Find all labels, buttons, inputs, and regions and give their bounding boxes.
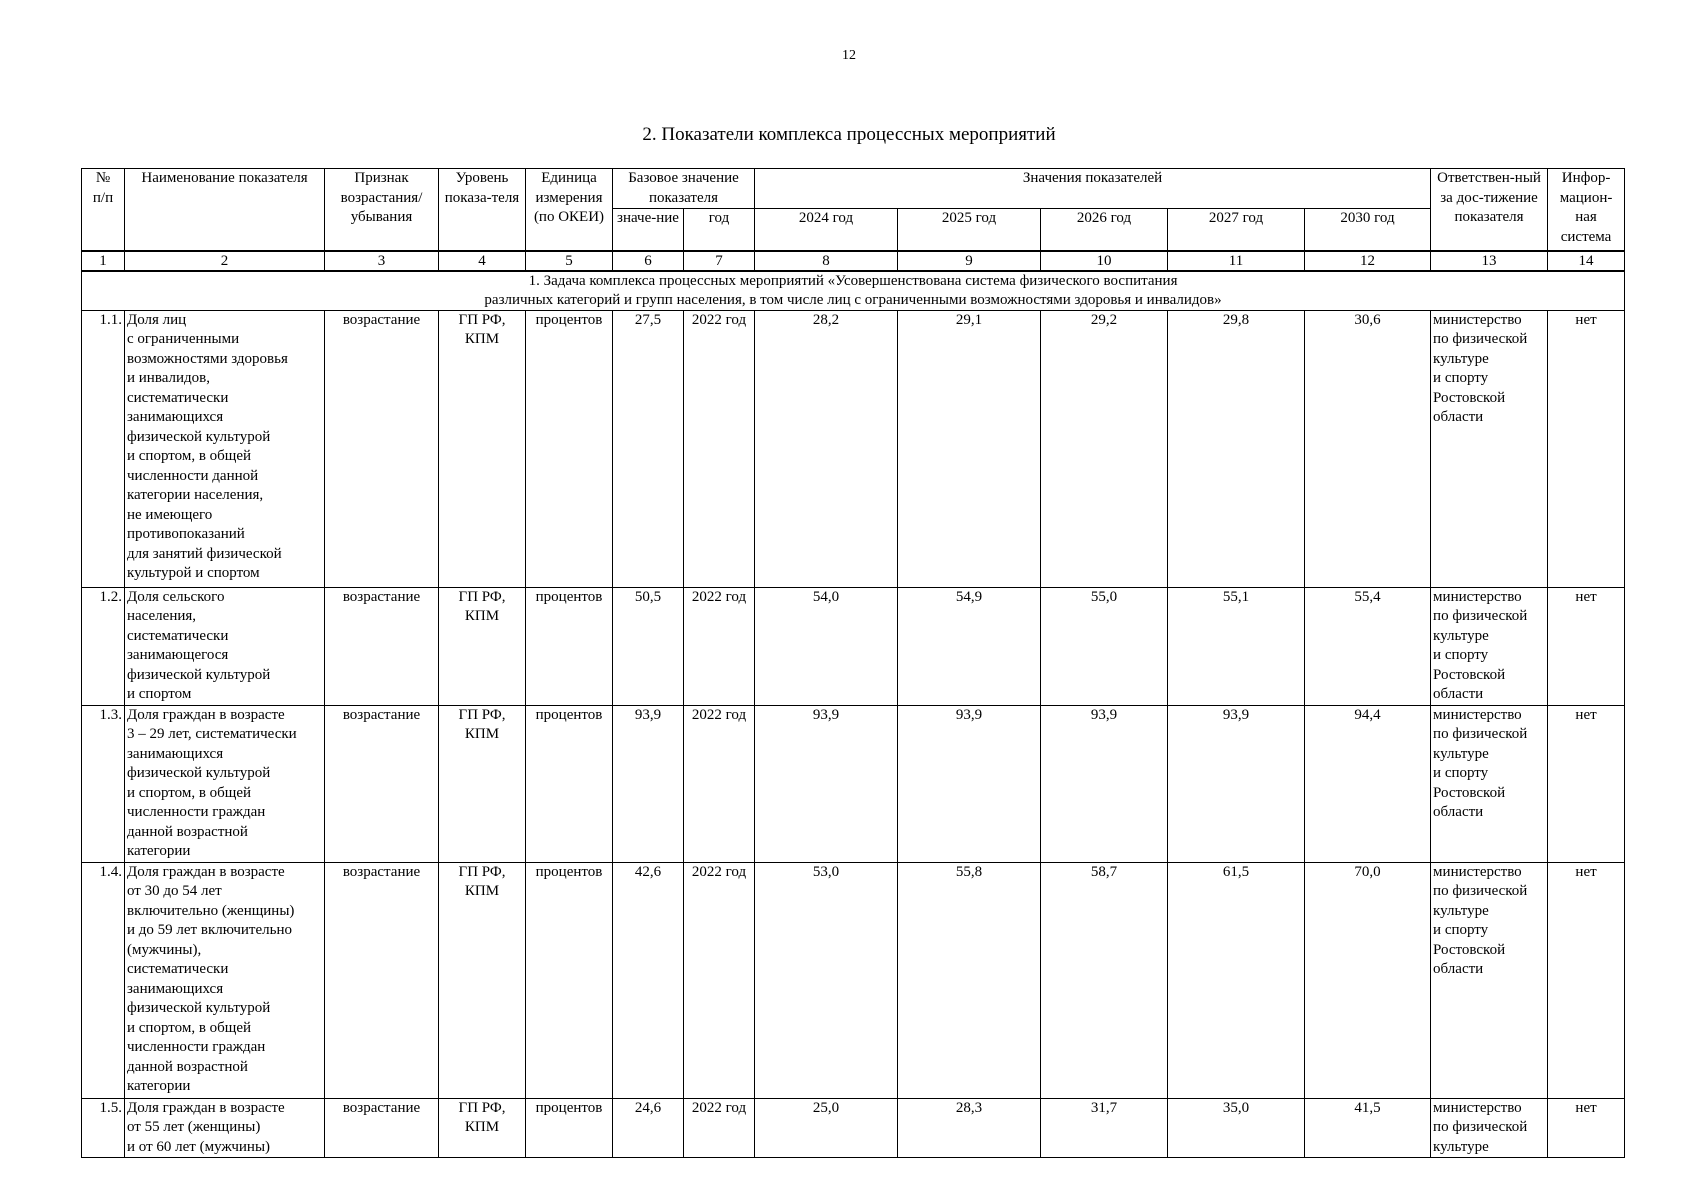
table-row bbox=[82, 862, 1625, 1098]
row-indicator-name: Доля лиц с ограниченными возможностями здоровья и инвалидов, систематически занимающихся физической культурой и спортом, в общей численности данной категории населения, не имеющего противопоказаний для занятий физической культурой и спортом bbox=[125, 310, 325, 587]
header-info-system: Инфор-мацион-ная система bbox=[1548, 169, 1625, 251]
row-value-2025: 55,8 bbox=[898, 862, 1041, 1098]
row-num: 1.2. bbox=[82, 587, 125, 705]
header-name: Наименование показателя bbox=[125, 169, 325, 251]
row-base-year: 2022 год bbox=[684, 1098, 755, 1158]
header-year-2025: 2025 год bbox=[898, 209, 1041, 251]
row-trend: возрастание bbox=[325, 1098, 439, 1158]
header-num: № п/п bbox=[82, 169, 125, 251]
row-trend: возрастание bbox=[325, 705, 439, 862]
row-value-2024: 28,2 bbox=[755, 310, 898, 587]
row-unit: процентов bbox=[526, 862, 613, 1098]
table-row bbox=[82, 705, 1625, 862]
page-title: 2. Показатели комплекса процессных мероприятий bbox=[642, 124, 1056, 145]
column-number: 5 bbox=[526, 251, 613, 271]
row-value-2030: 94,4 bbox=[1305, 705, 1431, 862]
column-numbers-row bbox=[82, 251, 1625, 271]
row-base-value: 27,5 bbox=[613, 310, 684, 587]
column-number: 2 bbox=[125, 251, 325, 271]
row-info-system: нет bbox=[1548, 862, 1625, 1098]
column-number: 8 bbox=[755, 251, 898, 271]
header-base-year: год bbox=[684, 209, 755, 251]
row-responsible: министерство по физической культуре и спорту Ростовской области bbox=[1431, 705, 1548, 862]
row-indicator-name: Доля сельского населения, систематически занимающегося физической культурой и спортом bbox=[125, 587, 325, 705]
header-year-2030: 2030 год bbox=[1305, 209, 1431, 251]
row-level: ГП РФ, КПМ bbox=[439, 705, 526, 862]
row-value-2026: 58,7 bbox=[1041, 862, 1168, 1098]
row-base-year: 2022 год bbox=[684, 310, 755, 587]
row-level: ГП РФ, КПМ bbox=[439, 310, 526, 587]
row-level: ГП РФ, КПМ bbox=[439, 1098, 526, 1158]
task-title: 1. Задача комплекса процессных мероприятий «Усовершенствована система физического воспитания различных категорий и групп населения, в том числе лиц с ограниченными возможностями здоровья и инвалидов» bbox=[82, 271, 1625, 311]
row-value-2026: 31,7 bbox=[1041, 1098, 1168, 1158]
row-value-2027: 61,5 bbox=[1168, 862, 1305, 1098]
header-year-2024: 2024 год bbox=[755, 209, 898, 251]
table-row bbox=[82, 310, 1625, 587]
column-number: 4 bbox=[439, 251, 526, 271]
row-trend: возрастание bbox=[325, 310, 439, 587]
header-values: Значения показателей bbox=[755, 169, 1431, 209]
row-value-2030: 41,5 bbox=[1305, 1098, 1431, 1158]
page-number: 12 bbox=[842, 48, 856, 63]
task-row bbox=[82, 271, 1625, 311]
column-number: 7 bbox=[684, 251, 755, 271]
row-unit: процентов bbox=[526, 705, 613, 862]
header-trend: Признак возрастания/ убывания bbox=[325, 169, 439, 251]
indicators-table bbox=[81, 168, 1625, 1158]
row-num: 1.5. bbox=[82, 1098, 125, 1158]
row-unit: процентов bbox=[526, 1098, 613, 1158]
row-value-2026: 55,0 bbox=[1041, 587, 1168, 705]
row-base-value: 24,6 bbox=[613, 1098, 684, 1158]
row-value-2025: 28,3 bbox=[898, 1098, 1041, 1158]
header-base: Базовое значение показателя bbox=[613, 169, 755, 209]
column-number: 10 bbox=[1041, 251, 1168, 271]
row-unit: процентов bbox=[526, 587, 613, 705]
row-value-2026: 29,2 bbox=[1041, 310, 1168, 587]
row-value-2024: 93,9 bbox=[755, 705, 898, 862]
row-value-2024: 54,0 bbox=[755, 587, 898, 705]
row-info-system: нет bbox=[1548, 1098, 1625, 1158]
row-value-2030: 30,6 bbox=[1305, 310, 1431, 587]
header-year-2026: 2026 год bbox=[1041, 209, 1168, 251]
row-info-system: нет bbox=[1548, 310, 1625, 587]
row-value-2030: 70,0 bbox=[1305, 862, 1431, 1098]
column-number: 11 bbox=[1168, 251, 1305, 271]
row-responsible: министерство по физической культуре и спорту Ростовской области bbox=[1431, 587, 1548, 705]
header-row-1 bbox=[82, 169, 1625, 209]
row-value-2024: 25,0 bbox=[755, 1098, 898, 1158]
row-value-2030: 55,4 bbox=[1305, 587, 1431, 705]
table-row bbox=[82, 1098, 1625, 1158]
row-value-2027: 35,0 bbox=[1168, 1098, 1305, 1158]
row-value-2024: 53,0 bbox=[755, 862, 898, 1098]
header-responsible: Ответствен-ный за дос-тижение показателя bbox=[1431, 169, 1548, 251]
column-number: 9 bbox=[898, 251, 1041, 271]
row-base-value: 93,9 bbox=[613, 705, 684, 862]
header-year-2027: 2027 год bbox=[1168, 209, 1305, 251]
row-value-2027: 93,9 bbox=[1168, 705, 1305, 862]
header-level: Уровень показа-теля bbox=[439, 169, 526, 251]
row-value-2027: 55,1 bbox=[1168, 587, 1305, 705]
row-responsible: министерство по физической культуре и спорту Ростовской области bbox=[1431, 310, 1548, 587]
row-base-value: 42,6 bbox=[613, 862, 684, 1098]
row-value-2027: 29,8 bbox=[1168, 310, 1305, 587]
column-number: 14 bbox=[1548, 251, 1625, 271]
row-base-value: 50,5 bbox=[613, 587, 684, 705]
row-num: 1.3. bbox=[82, 705, 125, 862]
row-info-system: нет bbox=[1548, 705, 1625, 862]
row-indicator-name: Доля граждан в возрасте от 55 лет (женщины) и от 60 лет (мужчины) bbox=[125, 1098, 325, 1158]
row-info-system: нет bbox=[1548, 587, 1625, 705]
header-unit: Единица измерения (по ОКЕИ) bbox=[526, 169, 613, 251]
row-value-2025: 54,9 bbox=[898, 587, 1041, 705]
column-number: 12 bbox=[1305, 251, 1431, 271]
row-level: ГП РФ, КПМ bbox=[439, 862, 526, 1098]
column-number: 1 bbox=[82, 251, 125, 271]
row-num: 1.1. bbox=[82, 310, 125, 587]
row-value-2026: 93,9 bbox=[1041, 705, 1168, 862]
row-value-2025: 29,1 bbox=[898, 310, 1041, 587]
column-number: 6 bbox=[613, 251, 684, 271]
table-row bbox=[82, 587, 1625, 705]
row-value-2025: 93,9 bbox=[898, 705, 1041, 862]
row-responsible: министерство по физической культуре bbox=[1431, 1098, 1548, 1158]
row-unit: процентов bbox=[526, 310, 613, 587]
row-trend: возрастание bbox=[325, 587, 439, 705]
row-base-year: 2022 год bbox=[684, 587, 755, 705]
column-number: 3 bbox=[325, 251, 439, 271]
column-number: 13 bbox=[1431, 251, 1548, 271]
row-responsible: министерство по физической культуре и спорту Ростовской области bbox=[1431, 862, 1548, 1098]
row-trend: возрастание bbox=[325, 862, 439, 1098]
row-indicator-name: Доля граждан в возрасте 3 – 29 лет, систематически занимающихся физической культурой и спортом, в общей численности граждан данной возрастной категории bbox=[125, 705, 325, 862]
row-indicator-name: Доля граждан в возрасте от 30 до 54 лет включительно (женщины) и до 59 лет включительно (мужчины), систематически занимающихся физической культурой и спортом, в общей численности граждан данной возрастной категории bbox=[125, 862, 325, 1098]
row-base-year: 2022 год bbox=[684, 862, 755, 1098]
header-base-value: значе-ние bbox=[613, 209, 684, 251]
row-base-year: 2022 год bbox=[684, 705, 755, 862]
row-level: ГП РФ, КПМ bbox=[439, 587, 526, 705]
row-num: 1.4. bbox=[82, 862, 125, 1098]
